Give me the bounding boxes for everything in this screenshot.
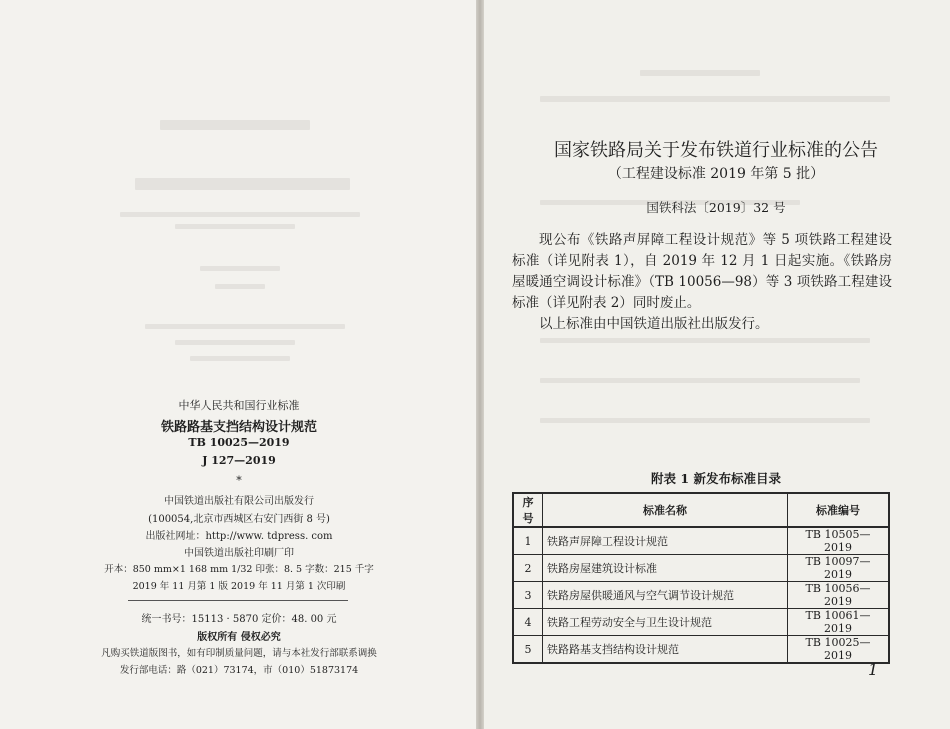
header-number: 序号 <box>513 493 543 527</box>
row-standard-name: 铁路声屏障工程设计规范 <box>543 527 788 555</box>
row-standard-code: TB 10097—2019 <box>788 555 890 582</box>
show-through-mark <box>640 70 760 76</box>
colophon-edition: 2019 年 11 月第 1 版 2019 年 11 月第 1 次印刷 <box>132 581 346 592</box>
row-standard-name: 铁路工程劳动安全与卫生设计规范 <box>543 609 788 636</box>
show-through-mark <box>540 338 870 343</box>
show-through-mark <box>120 212 360 217</box>
row-standard-code: TB 10505—2019 <box>788 527 890 555</box>
show-through-mark <box>540 96 890 102</box>
show-through-mark <box>190 356 290 361</box>
announcement-paragraph-2: 以上标准由中国铁道出版社出版发行。 <box>539 316 769 332</box>
colophon-phone: 发行部电话：路（021）73174，市（010）51873174 <box>119 665 359 676</box>
announcement-paragraph-1: 现公布《铁路声屏障工程设计规范》等 5 项铁路工程建设标准（详见附表 1），自 2019 年 12 月 1 日起实施。《铁路房屋暖通空调设计标准》（TB 10056—98）等 3 项铁路工程建设标准（详见附表 2）同时废止。 <box>512 232 892 311</box>
colophon-divider <box>128 600 348 601</box>
colophon-code-tb: TB 10025—2019 <box>188 436 290 449</box>
show-through-mark <box>175 224 295 229</box>
show-through-mark <box>540 418 870 423</box>
row-standard-name: 铁路路基支挡结构设计规范 <box>543 636 788 664</box>
table-header-row <box>513 493 889 527</box>
header-name: 标准名称 <box>543 493 788 527</box>
row-number: 4 <box>513 609 543 636</box>
colophon-website: 出版社网址：http://www. tdpress. com <box>145 531 333 542</box>
row-number: 1 <box>513 527 543 555</box>
row-standard-name: 铁路房屋供暖通风与空气调节设计规范 <box>543 582 788 609</box>
header-code: 标准编号 <box>788 493 890 527</box>
row-number: 3 <box>513 582 543 609</box>
row-standard-code: TB 10025—2019 <box>788 636 890 664</box>
row-standard-code: TB 10061—2019 <box>788 609 890 636</box>
table-row <box>513 582 889 609</box>
show-through-mark <box>145 324 345 329</box>
colophon-notice: 凡购买铁道版图书，如有印制质量问题，请与本社发行部联系调换 <box>101 648 377 659</box>
show-through-mark <box>175 340 295 345</box>
table-row <box>513 527 889 555</box>
show-through-mark <box>215 284 265 289</box>
row-number: 5 <box>513 636 543 664</box>
colophon-rights: 版权所有 侵权必究 <box>197 632 281 643</box>
row-standard-name: 铁路房屋建筑设计标准 <box>543 555 788 582</box>
table-row <box>513 609 889 636</box>
page-number: 1 <box>868 660 879 679</box>
colophon-publisher: 中国铁道出版社有限公司出版发行 <box>164 496 314 507</box>
announcement-doc-number: 国铁科法〔2019〕32 号 <box>646 200 786 215</box>
colophon-address: (100054,北京市西城区右安门西街 8 号) <box>148 514 330 525</box>
row-standard-code: TB 10056—2019 <box>788 582 890 609</box>
colophon-series: 中华人民共和国行业标准 <box>178 399 300 412</box>
colophon-format: 开本：850 mm×1 168 mm 1/32 印张：8. 5 字数：215 千字 <box>104 564 374 575</box>
colophon-code-j: J 127—2019 <box>202 454 276 467</box>
show-through-mark <box>540 378 860 383</box>
table-caption: 附表 1 新发布标准目录 <box>651 471 781 486</box>
colophon-star: * <box>236 474 242 487</box>
announcement-subtitle: （工程建设标准 2019 年第 5 批） <box>607 166 825 182</box>
standards-table <box>512 492 890 664</box>
show-through-mark <box>135 178 350 190</box>
colophon-isbn: 统一书号：15113 · 5870 定价：48. 00 元 <box>141 614 337 625</box>
colophon-title: 铁路路基支挡结构设计规范 <box>160 420 317 435</box>
row-number: 2 <box>513 555 543 582</box>
announcement-title: 国家铁路局关于发布铁道行业标准的公告 <box>554 140 878 161</box>
table-row <box>513 636 889 664</box>
colophon-printer: 中国铁道出版社印刷厂印 <box>184 548 294 559</box>
show-through-mark <box>160 120 310 130</box>
show-through-mark <box>200 266 280 271</box>
table-row <box>513 555 889 582</box>
